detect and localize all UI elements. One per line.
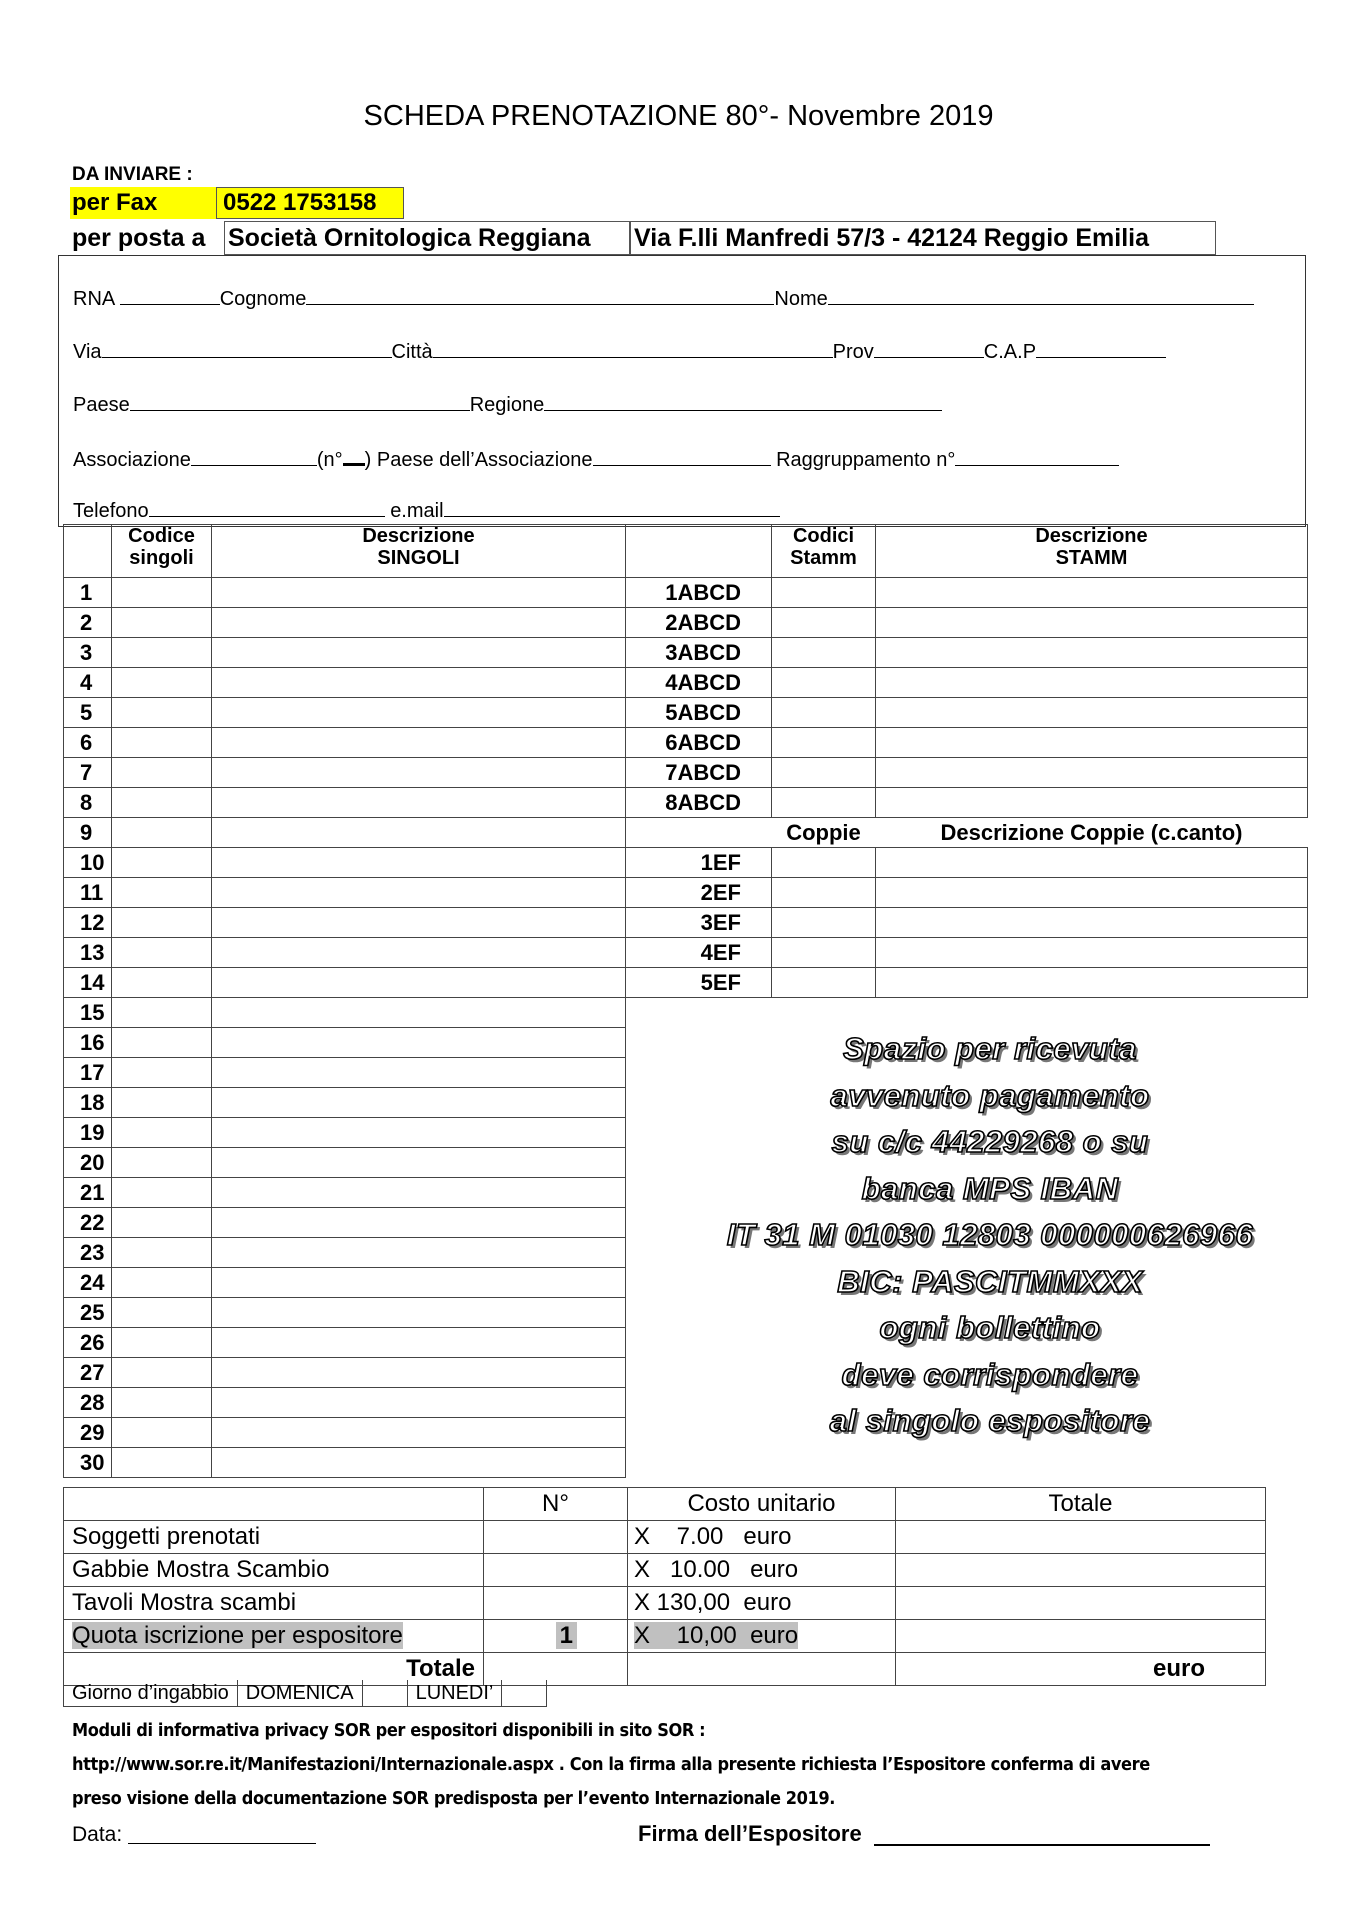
- descrizione-stamm-cell[interactable]: [876, 758, 1308, 788]
- codici-stamm-cell[interactable]: [772, 788, 876, 818]
- receipt-line: BIC: PASCITMMXXX: [837, 1263, 1143, 1299]
- table-row: [64, 728, 1308, 758]
- codice-singoli-cell[interactable]: [112, 1028, 212, 1058]
- stamm-code: 7ABCD: [626, 758, 772, 788]
- table-row: [64, 698, 1308, 728]
- codice-singoli-cell[interactable]: [112, 1148, 212, 1178]
- cost-unit: [628, 1554, 896, 1587]
- paese-label: Paese: [73, 394, 130, 416]
- codice-singoli-cell[interactable]: [112, 1358, 212, 1388]
- header-totale: Totale: [896, 1488, 1266, 1521]
- cost-quantity[interactable]: [484, 1587, 628, 1620]
- cognome-field[interactable]: [306, 286, 774, 305]
- paese-field[interactable]: [130, 392, 470, 411]
- total-unit: [628, 1653, 896, 1686]
- fax-number: 0522 1753158: [216, 187, 404, 219]
- cost-table: [63, 1487, 1266, 1686]
- codici-stamm-cell[interactable]: [772, 578, 876, 608]
- row-number: 2: [64, 608, 112, 638]
- cost-unit-text: X 10,00 euro: [634, 1622, 799, 1649]
- table-header-row: [64, 525, 1308, 578]
- row-number: 18: [64, 1088, 112, 1118]
- cost-total[interactable]: [896, 1620, 1266, 1653]
- post-label: per posta a: [72, 224, 206, 252]
- table-row: [64, 938, 1308, 968]
- telefono-label: Telefono: [73, 500, 149, 522]
- descrizione-stamm-cell[interactable]: [876, 638, 1308, 668]
- codici-stamm-cell[interactable]: [772, 668, 876, 698]
- table-row: [64, 908, 1308, 938]
- cost-unit-text: X 7.00 euro: [634, 1523, 792, 1550]
- descrizione-singoli-cell[interactable]: [212, 1208, 626, 1238]
- coppie-code: 5EF: [626, 968, 772, 998]
- date-label: Data:: [72, 1823, 123, 1846]
- date-field[interactable]: [128, 1843, 316, 1844]
- descrizione-singoli-cell[interactable]: [212, 938, 626, 968]
- cost-unit-text: X 10.00 euro: [634, 1556, 799, 1583]
- row-number: 4: [64, 668, 112, 698]
- receipt-line: banca MPS IBAN: [861, 1170, 1119, 1206]
- row-number: 23: [64, 1238, 112, 1268]
- privacy-line-2[interactable]: http://www.sor.re.it/Manifestazioni/Internazionale.aspx . Con la firma alla presente richiesta l’Espositore conferma di avere: [72, 1754, 1150, 1775]
- codice-singoli-cell[interactable]: [112, 848, 212, 878]
- nome-label: Nome: [774, 288, 828, 310]
- cost-label-text: Quota iscrizione per espositore: [72, 1622, 403, 1649]
- codice-singoli-cell[interactable]: [112, 1268, 212, 1298]
- fax-label: per Fax: [70, 187, 218, 219]
- descrizione-stamm-cell[interactable]: [876, 698, 1308, 728]
- codice-singoli-cell[interactable]: [112, 638, 212, 668]
- row-number: 3: [64, 638, 112, 668]
- cap-field[interactable]: [1036, 339, 1166, 358]
- raggruppamento-field[interactable]: [955, 447, 1119, 466]
- descrizione-singoli-cell[interactable]: [212, 608, 626, 638]
- prov-field[interactable]: [874, 339, 984, 358]
- cost-quantity[interactable]: [484, 1554, 628, 1587]
- raggruppamento-label: Raggruppamento n°: [776, 449, 956, 471]
- row-number: 6: [64, 728, 112, 758]
- row-number: 13: [64, 938, 112, 968]
- row-number: 9: [64, 818, 112, 848]
- descrizione-coppie-cell[interactable]: [876, 938, 1308, 968]
- codice-singoli-cell[interactable]: [112, 1328, 212, 1358]
- codice-singoli-cell[interactable]: [112, 1448, 212, 1478]
- total-currency[interactable]: euro: [896, 1653, 1266, 1686]
- giorno-option-lunedi: LUNEDI’: [407, 1680, 502, 1707]
- telefono-field[interactable]: [149, 498, 385, 517]
- signature-field[interactable]: [874, 1844, 1210, 1846]
- coppie-code: 3EF: [626, 908, 772, 938]
- header-n: N°: [484, 1488, 628, 1521]
- cost-total[interactable]: [896, 1521, 1266, 1554]
- codice-singoli-cell[interactable]: [112, 938, 212, 968]
- cost-label-text: Gabbie Mostra Scambio: [72, 1556, 330, 1583]
- codice-singoli-cell[interactable]: [112, 1238, 212, 1268]
- row-number: 10: [64, 848, 112, 878]
- descrizione-singoli-cell[interactable]: [212, 848, 626, 878]
- table-row: [64, 668, 1308, 698]
- cost-row: [64, 1554, 1266, 1587]
- cognome-label: Cognome: [219, 288, 307, 310]
- descrizione-singoli-cell[interactable]: [212, 1058, 626, 1088]
- signature-label: Firma dell’Espositore: [638, 1821, 862, 1846]
- descrizione-singoli-cell[interactable]: [212, 668, 626, 698]
- lunedi-checkbox[interactable]: [502, 1680, 547, 1707]
- post-address: Via F.lli Manfredi 57/3 - 42124 Reggio Emilia: [630, 221, 1216, 255]
- table-row: [64, 1448, 1308, 1478]
- table-row: [64, 878, 1308, 908]
- assoc-num-close: ): [364, 449, 372, 471]
- header-codici-stamm: Codici Stamm: [772, 525, 876, 578]
- codici-stamm-cell[interactable]: [772, 728, 876, 758]
- cost-label-text: Soggetti prenotati: [72, 1523, 261, 1550]
- descrizione-coppie-cell[interactable]: [876, 908, 1308, 938]
- table-row: [64, 608, 1308, 638]
- descrizione-singoli-cell[interactable]: [212, 1448, 626, 1478]
- descrizione-singoli-cell[interactable]: [212, 818, 626, 848]
- privacy-line-1: Moduli di informativa privacy SOR per espositori disponibili in sito SOR :: [72, 1720, 706, 1741]
- header-descrizione-coppie: Descrizione Coppie (c.canto): [876, 818, 1308, 848]
- nome-field[interactable]: [828, 286, 1254, 305]
- row-number: 28: [64, 1388, 112, 1418]
- cost-quantity[interactable]: [484, 1620, 628, 1653]
- cost-row: [64, 1521, 1266, 1554]
- prov-label: Prov: [832, 341, 874, 363]
- receipt-space: [626, 1448, 1308, 1478]
- cost-quantity-text: 1: [556, 1622, 577, 1649]
- coppie-code: 2EF: [626, 878, 772, 908]
- descrizione-singoli-cell[interactable]: [212, 728, 626, 758]
- payment-receipt-area: [630, 1026, 1350, 1445]
- stamm-code: 6ABCD: [626, 728, 772, 758]
- row-number: 22: [64, 1208, 112, 1238]
- receipt-line: Spazio per ricevuta: [843, 1031, 1137, 1066]
- descrizione-singoli-cell[interactable]: [212, 878, 626, 908]
- row-number: 21: [64, 1178, 112, 1208]
- descrizione-singoli-cell[interactable]: [212, 968, 626, 998]
- row-number: 8: [64, 788, 112, 818]
- codice-singoli-cell[interactable]: [112, 998, 212, 1028]
- row-number: 30: [64, 1448, 112, 1478]
- codice-singoli-cell[interactable]: [112, 1208, 212, 1238]
- coppie-cell[interactable]: [772, 938, 876, 968]
- header-codice-singoli: Codice singoli: [112, 525, 212, 578]
- stamm-code: 8ABCD: [626, 788, 772, 818]
- codice-singoli-cell[interactable]: [112, 818, 212, 848]
- table-row: [64, 848, 1308, 878]
- descrizione-coppie-cell[interactable]: [876, 968, 1308, 998]
- row-number: 14: [64, 968, 112, 998]
- descrizione-singoli-cell[interactable]: [212, 1088, 626, 1118]
- row-number: 20: [64, 1148, 112, 1178]
- cost-total[interactable]: [896, 1587, 1266, 1620]
- descrizione-singoli-cell[interactable]: [212, 1238, 626, 1268]
- codice-singoli-cell[interactable]: [112, 1388, 212, 1418]
- descrizione-singoli-cell[interactable]: [212, 638, 626, 668]
- row-number: 11: [64, 878, 112, 908]
- citta-field[interactable]: [433, 339, 833, 358]
- row-number: 26: [64, 1328, 112, 1358]
- stamm-code: 5ABCD: [626, 698, 772, 728]
- receipt-line: su c/c 44229268 o su: [831, 1124, 1149, 1159]
- table-row: [64, 818, 1308, 848]
- codice-singoli-cell[interactable]: [112, 728, 212, 758]
- registrant-details-box: [58, 255, 1306, 527]
- cost-unit: [628, 1587, 896, 1620]
- row-number: 15: [64, 998, 112, 1028]
- row-number: 16: [64, 1028, 112, 1058]
- descrizione-singoli-cell[interactable]: [212, 998, 626, 1028]
- descrizione-singoli-cell[interactable]: [212, 1388, 626, 1418]
- row-number: 24: [64, 1268, 112, 1298]
- descrizione-singoli-cell[interactable]: [212, 1268, 626, 1298]
- receipt-line: avvenuto pagamento: [830, 1077, 1150, 1113]
- row-number: 5: [64, 698, 112, 728]
- assoc-num-field[interactable]: [343, 445, 365, 466]
- descrizione-singoli-cell[interactable]: [212, 1028, 626, 1058]
- codice-singoli-cell[interactable]: [112, 968, 212, 998]
- coppie-code: 1EF: [626, 848, 772, 878]
- descrizione-stamm-cell[interactable]: [876, 788, 1308, 818]
- cost-label: [64, 1521, 484, 1554]
- table-row: [64, 758, 1308, 788]
- codice-singoli-cell[interactable]: [112, 788, 212, 818]
- header-coppie: Coppie: [772, 818, 876, 848]
- descrizione-coppie-cell[interactable]: [876, 848, 1308, 878]
- row-number: 29: [64, 1418, 112, 1448]
- paese-assoc-label: Paese dell’Associazione: [371, 449, 593, 471]
- post-recipient: Società Ornitologica Reggiana: [224, 221, 630, 255]
- codice-singoli-cell[interactable]: [112, 1298, 212, 1328]
- codice-singoli-cell[interactable]: [112, 1088, 212, 1118]
- table-row: [64, 638, 1308, 668]
- email-field[interactable]: [444, 498, 780, 517]
- codice-singoli-cell[interactable]: [112, 668, 212, 698]
- cost-label-text: Tavoli Mostra scambi: [72, 1589, 297, 1616]
- codice-singoli-cell[interactable]: [112, 1418, 212, 1448]
- via-field[interactable]: [102, 339, 392, 358]
- descrizione-stamm-cell[interactable]: [876, 608, 1308, 638]
- privacy-line-3: preso visione della documentazione SOR predisposta per l’evento Internazionale 2019.: [72, 1788, 835, 1809]
- cost-label: [64, 1587, 484, 1620]
- citta-label: Città: [391, 341, 433, 363]
- stamm-code: 1ABCD: [626, 578, 772, 608]
- header-costo: Costo unitario: [628, 1488, 896, 1521]
- assoc-num-label: (n°: [316, 449, 343, 471]
- total-label: Totale: [64, 1653, 484, 1686]
- descrizione-singoli-cell[interactable]: [212, 1118, 626, 1148]
- cost-header-row: [64, 1488, 1266, 1521]
- descrizione-singoli-cell[interactable]: [212, 908, 626, 938]
- privacy-notice: [72, 1714, 1150, 1816]
- descrizione-singoli-cell[interactable]: [212, 1178, 626, 1208]
- paese-assoc-field[interactable]: [593, 447, 771, 466]
- descrizione-stamm-cell[interactable]: [876, 578, 1308, 608]
- coppie-cell[interactable]: [772, 848, 876, 878]
- domenica-checkbox[interactable]: [362, 1680, 407, 1707]
- send-heading: DA INVIARE :: [72, 164, 193, 185]
- descrizione-singoli-cell[interactable]: [212, 758, 626, 788]
- descrizione-singoli-cell[interactable]: [212, 698, 626, 728]
- table-row: [64, 968, 1308, 998]
- table-row: [64, 998, 1308, 1028]
- giorno-option-domenica: DOMENICA: [237, 1680, 362, 1707]
- codici-stamm-cell[interactable]: [772, 698, 876, 728]
- descrizione-singoli-cell[interactable]: [212, 1148, 626, 1178]
- stamm-code: 4ABCD: [626, 668, 772, 698]
- cap-label: C.A.P: [983, 341, 1037, 363]
- associazione-field[interactable]: [191, 447, 317, 466]
- via-label: Via: [73, 341, 102, 363]
- receipt-space: [626, 998, 1308, 1028]
- codice-singoli-cell[interactable]: [112, 1058, 212, 1088]
- descrizione-singoli-cell[interactable]: [212, 578, 626, 608]
- codice-singoli-cell[interactable]: [112, 908, 212, 938]
- stamm-code: 3ABCD: [626, 638, 772, 668]
- coppie-cell[interactable]: [772, 878, 876, 908]
- cost-label: [64, 1620, 484, 1653]
- header-descrizione-stamm: Descrizione STAMM: [876, 525, 1308, 578]
- coppie-code: 4EF: [626, 938, 772, 968]
- cost-row: [64, 1587, 1266, 1620]
- codici-stamm-cell[interactable]: [772, 758, 876, 788]
- coppie-cell[interactable]: [772, 968, 876, 998]
- receipt-line: al singolo espositore: [829, 1403, 1151, 1438]
- codice-singoli-cell[interactable]: [112, 758, 212, 788]
- page-title: SCHEDA PRENOTAZIONE 80°- Novembre 2019: [363, 100, 994, 132]
- coppie-cell[interactable]: [772, 908, 876, 938]
- regione-label: Regione: [469, 394, 545, 416]
- giorno-label: Giorno d’ingabbio: [64, 1680, 238, 1707]
- cost-label: [64, 1554, 484, 1587]
- row-number: 7: [64, 758, 112, 788]
- receipt-line: ogni bollettino: [879, 1310, 1101, 1345]
- row-number: 19: [64, 1118, 112, 1148]
- codici-stamm-cell[interactable]: [772, 608, 876, 638]
- rna-field[interactable]: [120, 286, 220, 305]
- codice-singoli-cell[interactable]: [112, 698, 212, 728]
- cost-unit: [628, 1521, 896, 1554]
- regione-field[interactable]: [544, 392, 942, 411]
- associazione-label: Associazione: [73, 449, 191, 471]
- receipt-line: IT 31 M 01030 12803 000000626966: [726, 1217, 1254, 1252]
- codice-singoli-cell[interactable]: [112, 578, 212, 608]
- rna-label: RNA: [73, 288, 115, 310]
- cage-day-selector: [63, 1680, 547, 1707]
- codici-stamm-cell[interactable]: [772, 638, 876, 668]
- receipt-line: deve corrispondere: [841, 1356, 1139, 1392]
- descrizione-singoli-cell[interactable]: [212, 1418, 626, 1448]
- cost-unit: [628, 1620, 896, 1653]
- empty-cell: [626, 818, 772, 848]
- email-label: e.mail: [390, 500, 444, 522]
- table-row: [64, 788, 1308, 818]
- codice-singoli-cell[interactable]: [112, 608, 212, 638]
- codice-singoli-cell[interactable]: [112, 878, 212, 908]
- descrizione-singoli-cell[interactable]: [212, 1298, 626, 1328]
- cost-row: [64, 1620, 1266, 1653]
- descrizione-singoli-cell[interactable]: [212, 1328, 626, 1358]
- descrizione-coppie-cell[interactable]: [876, 878, 1308, 908]
- header-descrizione-singoli: Descrizione SINGOLI: [212, 525, 626, 578]
- descrizione-singoli-cell[interactable]: [212, 788, 626, 818]
- codice-singoli-cell[interactable]: [112, 1118, 212, 1148]
- cost-unit-text: X 130,00 euro: [634, 1589, 792, 1616]
- codice-singoli-cell[interactable]: [112, 1178, 212, 1208]
- descrizione-stamm-cell[interactable]: [876, 668, 1308, 698]
- row-number: 25: [64, 1298, 112, 1328]
- row-number: 1: [64, 578, 112, 608]
- cost-quantity[interactable]: [484, 1521, 628, 1554]
- row-number: 12: [64, 908, 112, 938]
- descrizione-stamm-cell[interactable]: [876, 728, 1308, 758]
- cost-total[interactable]: [896, 1554, 1266, 1587]
- row-number: 17: [64, 1058, 112, 1088]
- descrizione-singoli-cell[interactable]: [212, 1358, 626, 1388]
- stamm-code: 2ABCD: [626, 608, 772, 638]
- row-number: 27: [64, 1358, 112, 1388]
- table-row: [64, 578, 1308, 608]
